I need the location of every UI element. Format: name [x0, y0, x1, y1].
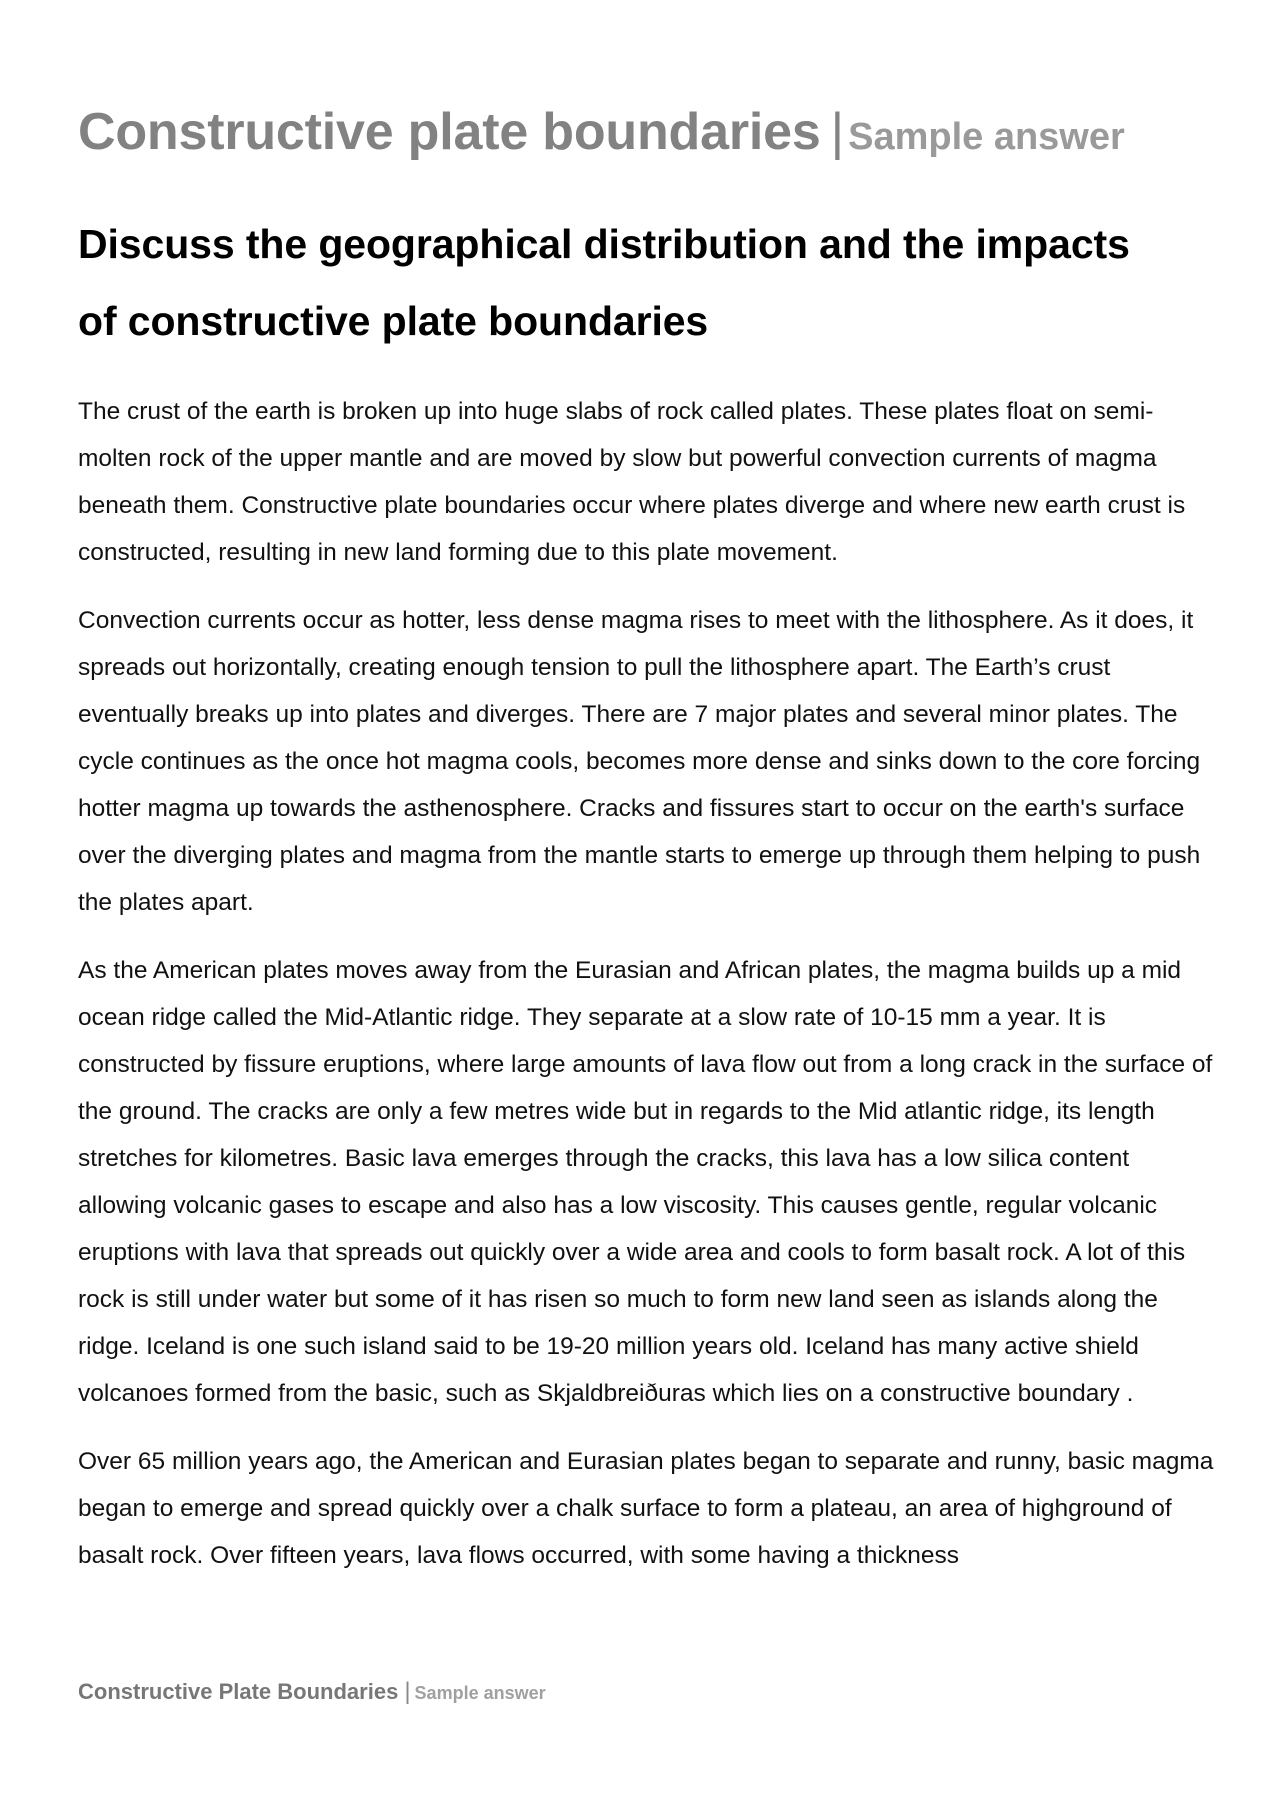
page-footer — [78, 1680, 546, 1704]
page-title: Constructive plate boundaries — [78, 103, 821, 161]
document-page — [78, 0, 1218, 1600]
page-subtitle: Sample answer — [848, 116, 1125, 158]
answer-body — [78, 388, 1218, 1579]
footer-title: Constructive Plate Boundaries — [78, 1679, 399, 1704]
question-heading — [78, 206, 1218, 360]
question-line-1: Discuss the geographical distribution and the impacts — [78, 221, 1130, 267]
footer-subtitle: Sample answer — [414, 1683, 546, 1703]
header-separator: | — [830, 103, 845, 161]
paragraph-3: As the American plates moves away from the Eurasian and African plates, the magma builds up a mid ocean ridge called the Mid-Atlantic ridge. They separate at a slow rate of 10-15 mm a year. It is constructed by fissure eruptions, where large amounts of lava flow out from a long crack in the surface of the ground. The cracks are only a few metres wide but in regards to the Mid atlantic ridge, its length stretches for kilometres. Basic lava emerges through the cracks, this lava has a low silica content allowing volcanic gases to escape and also has a low viscosity. This causes gentle, regular volcanic eruptions with lava that spreads out quickly over a wide area and cools to form basalt rock. A lot of this rock is still under water but some of it has risen so much to form new land seen as islands along the ridge. Iceland is one such island said to be 19-20 million years old. Iceland has many active shield volcanoes formed from the basic, such as Skjaldbreiðuras which lies on a constructive boundary . — [78, 957, 1213, 1407]
footer-separator: | — [404, 1678, 411, 1705]
paragraph-4: Over 65 million years ago, the American and Eurasian plates began to separate and runny, basic magma began to emerge and spread quickly over a chalk surface to form a plateau, an area of highground of basalt rock. Over fifteen years, lava flows occurred, with some having a thickness — [78, 1448, 1214, 1569]
paragraph-2: Convection currents occur as hotter, less dense magma rises to meet with the lithosphere. As it does, it spreads out horizontally, creating enough tension to pull the lithosphere apart. The Earth’s crust eventually breaks up into plates and diverges. There are 7 major plates and several minor plates. The cycle continues as the once hot magma cools, becomes more dense and sinks down to the core forcing hotter magma up towards the asthenosphere. Cracks and fissures start to occur on the earth's surface over the diverging plates and magma from the mantle starts to emerge up through them helping to push the plates apart. — [78, 607, 1201, 916]
paragraph-1: The crust of the earth is broken up into huge slabs of rock called plates. These plates float on semi-molten rock of the upper mantle and are moved by slow but powerful convection currents of magma beneath them. Constructive plate boundaries occur where plates diverge and where new earth crust is constructed, resulting in new land forming due to this plate movement. — [78, 398, 1186, 566]
question-line-2: of constructive plate boundaries — [78, 298, 709, 344]
page-header — [78, 103, 1218, 161]
